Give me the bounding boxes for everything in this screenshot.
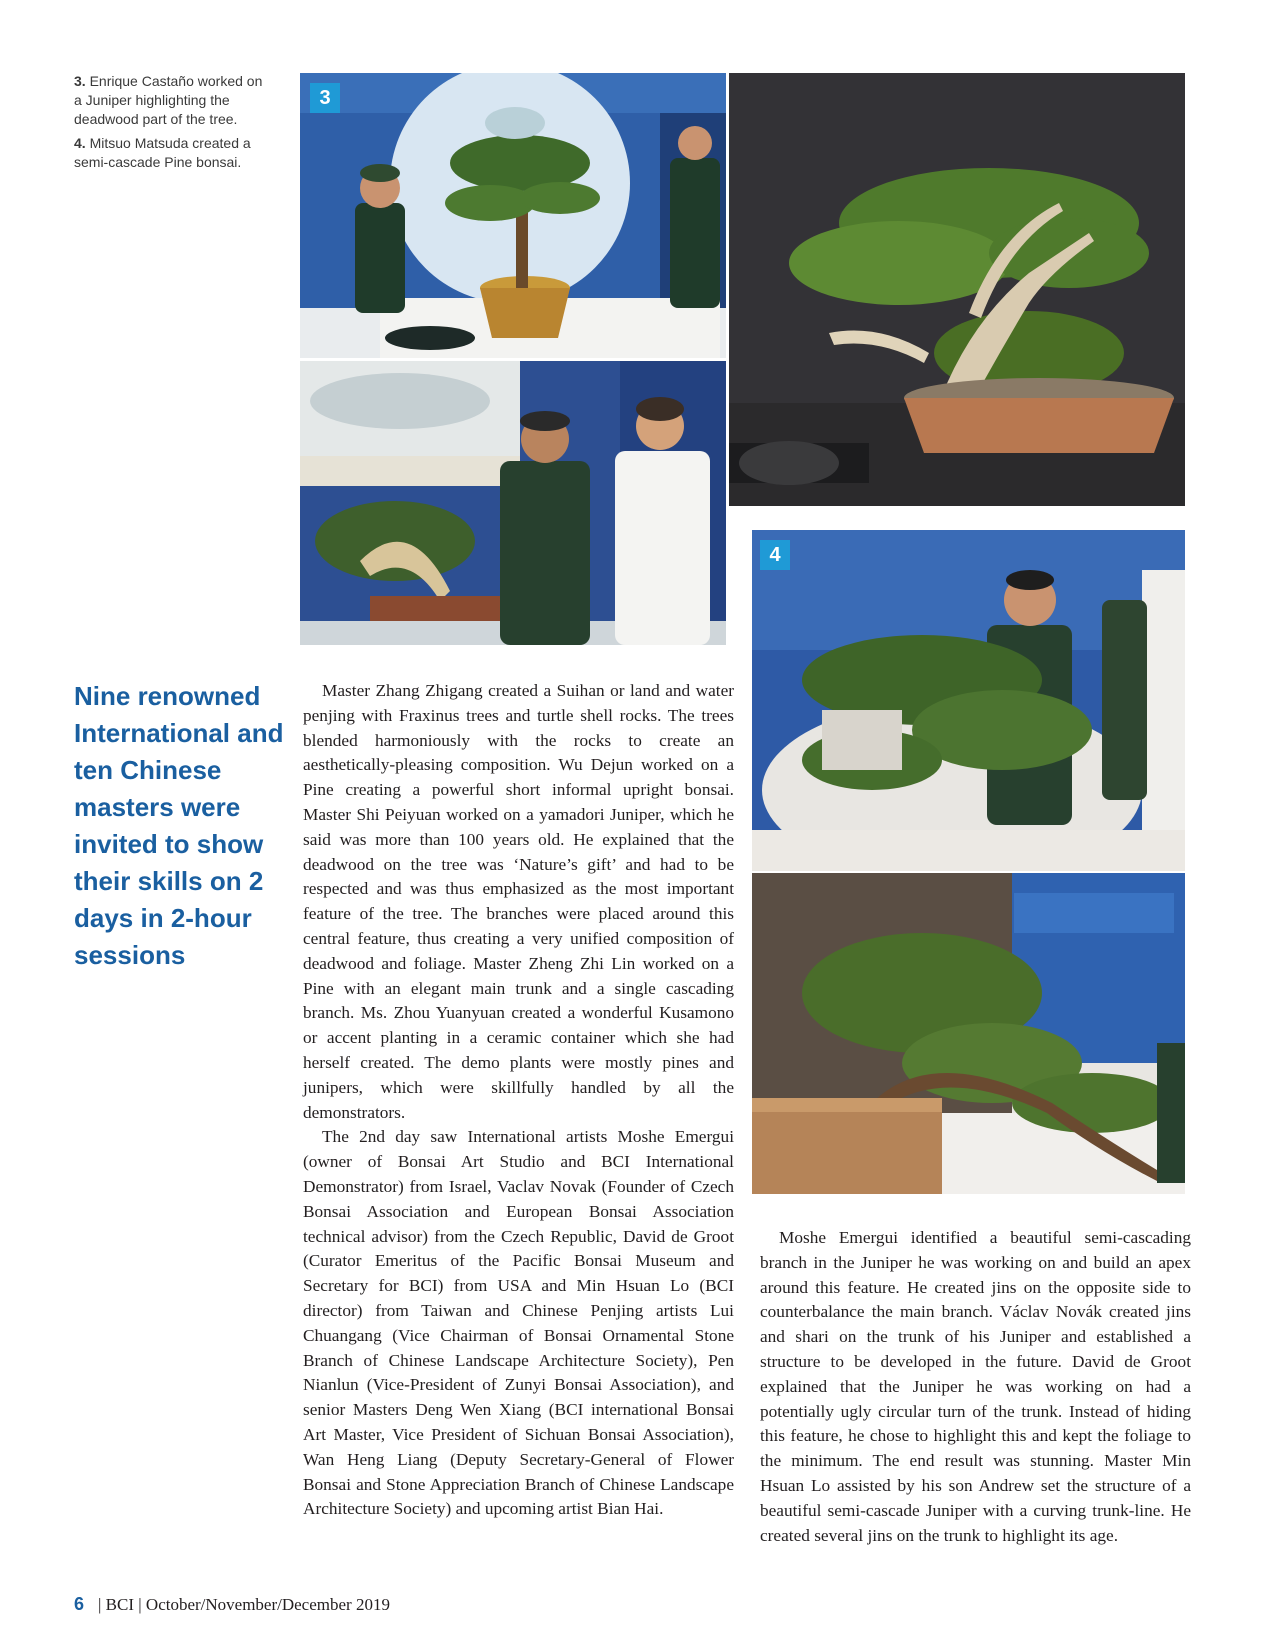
body-paragraph-2: The 2nd day saw International artists Moshe Emergui (owner of Bonsai Art Studio and BCI International Demonstrator) from Israel, Vaclav Novak (Founder of Czech Bonsai Association and European Bonsai Association technical advisor) from the Czech Republic, David de Groot (Curator Emeritus of the Pacific Bonsai Museum and Secretary for BCI) from USA and Min Hsuan Lo (BCI director) from Taiwan and Chinese Penjing artists Lui Chuangang (Vice Chairman of Bonsai Ornamental Stone Branch of Chinese Landscape Architecture Society), Pen Nianlun (Vice-President of Zunyi Bonsai Association), and senior Masters Deng Wen Xiang (BCI international Bonsai Art Master, Vice President of Sichuan Bonsai Association), Wan Heng Liang (Deputy Secretary-General of Flower Bonsai and Stone Appreciation Branch of Chinese Landscape Architecture Society) and upcoming artist Bian Hai. [303,1127,734,1519]
footer-publication: | BCI | October/November/December 2019 [98,1595,390,1614]
body-paragraph-3: Moshe Emergui identified a beautiful semi-cascading branch in the Juniper he was working on and build an apex around this feature. He created jins on the opposite side to counterbalance the main branch. Václav Novák created jins and shari on the trunk of his Juniper and established a structure to be developed in the future. David de Groot explained that the Juniper he was working on had a potentially ugly circular turn of the trunk. Instead of hiding this feature, he chose to highlight this and kept the foliage to the minimum. The end result was stunning. Master Min Hsuan Lo assisted by his son Andrew set the structure of a beautiful semi-cascade Juniper with a curving trunk-line. He created several jins on the trunk to highlight its age. [760,1228,1191,1545]
caption-4-number: 4. [74,135,86,151]
body-paragraph-1: Master Zhang Zhigang created a Suihan or land and water penjing with Fraxinus trees and turtle shell rocks. The trees blended harmoniously with the rocks to create an aesthetically-pleasing composition. Wu Dejun worked on a Pine creating a powerful short informal upright bonsai. Master Shi Peiyuan worked on a yamadori Juniper, which he said was more than 100 years old. He explained that the deadwood on the tree was ‘Nature’s gift’ and had to be respected and was thus emphasized as the most important feature of the tree. The branches were placed around this central feature, thus creating a very unified composition of deadwood and foliage. Master Zheng Zhi Lin worked on a Pine with an elegant main trunk and a single cascading branch. Ms. Zhou Yuanyuan created a wonderful Kusamono or accent planting in a ceramic container which she had herself created. The demo plants were mostly pines and junipers, which were skillfully handled by all the demonstrators. [303,681,734,1122]
caption-3 [74,72,274,129]
body-column-2 [760,1226,1191,1548]
body-column-1 [303,679,734,1522]
caption-3-number: 3. [74,73,86,89]
photo-badge-3: 3 [310,83,340,113]
photo-captions [74,72,274,177]
photo-finished-juniper [729,73,1185,506]
caption-4 [74,134,274,172]
photo-juniper-demo [300,361,726,645]
photo-semi-cascade-pine [752,873,1185,1194]
caption-3-text: Enrique Castaño worked on a Juniper highlighting the deadwood part of the tree. [74,73,263,127]
page-footer [74,1594,390,1615]
page-number: 6 [74,1594,85,1614]
pull-quote: Nine renowned International and ten Chinese masters were invited to show their skills on 2 days in 2-hour sessions [74,681,284,970]
photo-badge-4: 4 [760,540,790,570]
photo-enrique-stage [300,73,726,358]
caption-4-text: Mitsuo Matsuda created a semi-cascade Pine bonsai. [74,135,251,170]
photo-mitsuo-pine [752,530,1185,871]
